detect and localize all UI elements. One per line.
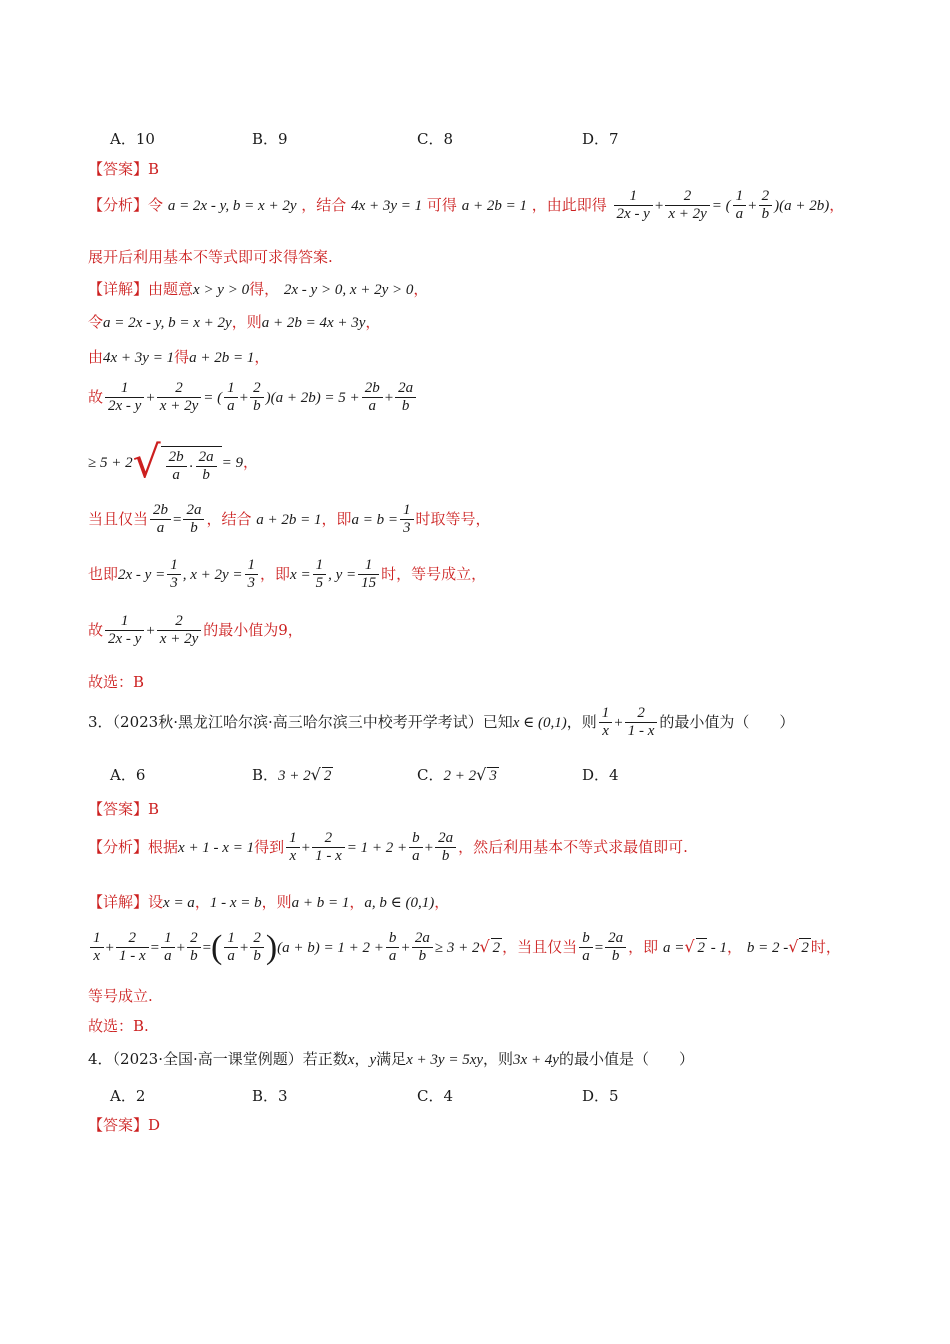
math-result: a + 2b = 1: [461, 197, 527, 214]
q2-detail-line3: 由4x + 3y = 1得a + 2b = 1，: [88, 348, 270, 366]
q4-answer: 【答案】D: [88, 1116, 161, 1134]
analysis-text: ，由此即得: [531, 195, 607, 214]
q3-detail-line2: $\frac{1}{x}$ + $\frac{2}{1 - x}$ = $\frac{1}{a}$ + $\frac{2}{b}$ =( $\frac{1}{a}$ + $\frac{2}{b}$ )(a + b) = 1 + 2 + $\frac{b}{a}$ + $\frac{2a}{b}$ ≥ 3 + 2√ 2 ，当且仅当 $\frac{b}{a}$ = $\frac{2a}{b}$ ，即 a =√ 2 - 1， b = 2 -√ 2 时，: [88, 930, 841, 966]
analysis-text: 可得: [426, 195, 457, 214]
answer-value: B: [148, 160, 160, 178]
q3-detail-line3: 等号成立.: [88, 987, 153, 1005]
q3-detail-line1: 【详解】设x = a，1 - x = b，则a + b = 1，a, b ∈ (0,1)，: [88, 893, 450, 911]
q2-detail-line4: 故 $\frac{1}{2x - y}$ + $\frac{2}{x + 2y}$ = ( $\frac{1}{a}$ + $\frac{2}{b}$ )(a + 2b) = 5 + $\frac{2b}{a}$ + $\frac{2a}{b}$: [88, 380, 418, 416]
q2-detail-line6: 当且仅当 $\frac{2b}{a}$ = $\frac{2a}{b}$ ，结合 a + 2b = 1，即a = b = $\frac{1}{3}$ 时取等号，: [88, 502, 491, 537]
q2-option-d: D．7: [582, 130, 619, 148]
answer-tag: 【答案】: [88, 160, 149, 178]
q2-analysis: 【分析】令 a = 2x - y, b = x + 2y ，结合 4x + 3y = 1 可得 a + 2b = 1 ，由此即得 $\frac{1}{2x - y}$ + $\frac{2}{x + 2y}$ = ( $\frac{1}{a}$ + $\frac{2}{b}$ )(a + 2b)，: [88, 188, 845, 223]
q3-option-a: A．6: [110, 766, 146, 784]
sqrt-symbol: √ $\frac{2b}{a}$ · $\frac{2a}{b}$: [133, 440, 222, 486]
q4-option-c: C．4: [417, 1087, 454, 1105]
fraction: $\frac{1}{a}$: [733, 188, 747, 224]
q3-answer: 【答案】B: [88, 800, 160, 818]
q4-option-b: B．3: [252, 1087, 288, 1105]
math-condition: 4x + 3y = 1: [351, 197, 423, 214]
question-number: 4．: [88, 1050, 113, 1068]
analysis-tag: 【分析】: [88, 195, 149, 214]
q3-option-d: D．4: [582, 766, 619, 784]
q2-detail-line8: 故 $\frac{1}{2x - y}$ + $\frac{2}{x + 2y}$ 的最小值为9，: [88, 613, 303, 648]
q2-detail-line2: 令a = 2x - y, b = x + 2y，则a + 2b = 4x + 3y，: [88, 313, 381, 331]
analysis-text: ，结合: [301, 195, 347, 214]
q2-detail-line1: 【详解】由题意x > y > 0得， 2x - y > 0, x + 2y > 0，: [88, 280, 429, 298]
fraction: $\frac{2}{x + 2y}$: [665, 188, 709, 224]
q2-option-b: B．9: [252, 130, 288, 148]
q3-stem: 3．（2023秋·黑龙江哈尔滨·高三哈尔滨三中校考开学考试）已知x ∈ (0,1)，则 $\frac{1}{x}$ + $\frac{2}{1 - x}$ 的最小值为（ ）: [88, 705, 795, 740]
q2-detail-line7: 也即2x - y = $\frac{1}{3}$ , x + 2y = $\frac{1}{3}$ ，即x = $\frac{1}{5}$ , y = $\frac{1}{15}$ 时，等号成立，: [88, 557, 487, 592]
q4-option-a: A．2: [110, 1087, 146, 1105]
q2-analysis-line2: 展开后利用基本不等式即可求得答案.: [88, 248, 333, 266]
detail-tag: 【详解】: [88, 280, 149, 298]
analysis-text: 令: [148, 195, 164, 214]
q3-analysis: 【分析】根据x + 1 - x = 1得到 $\frac{1}{x}$ + $\frac{2}{1 - x}$ = 1 + 2 + $\frac{b}{a}$ + $\frac{2a}{b}$ ，然后利用基本不等式求最值即可.: [88, 830, 688, 865]
q2-detail-line9: 故选：B: [88, 673, 145, 691]
q2-option-a: A．10: [110, 130, 155, 148]
q2-option-c: C．8: [417, 130, 454, 148]
fraction: $\frac{1}{2x - y}$: [614, 188, 653, 224]
q3-detail-line4: 故选：B.: [88, 1017, 149, 1035]
question-source: （2023·全国·高一课堂例题）若正数: [112, 1050, 348, 1068]
q4-stem: 4．（2023·全国·高一课堂例题）若正数x，y满足x + 3y = 5xy，则3x + 4y的最小值是（ ）: [88, 1050, 694, 1068]
q3-option-b: B．3 + 2√ 2: [252, 765, 332, 784]
q2-answer: [88, 160, 159, 178]
q2-detail-line5: ≥ 5 + 2 √ $\frac{2b}{a}$ · $\frac{2a}{b}$ = 9，: [88, 437, 259, 488]
math-substitution: a = 2x - y, b = x + 2y: [167, 197, 297, 214]
q3-option-c: C．2 + 2√ 3: [417, 765, 497, 784]
question-number: 3．: [88, 712, 113, 731]
fraction: $\frac{2}{b}$: [759, 188, 773, 224]
q4-option-d: D．5: [582, 1087, 619, 1105]
question-source: （2023秋·黑龙江哈尔滨·高三哈尔滨三中校考开学考试）已知: [112, 712, 513, 731]
